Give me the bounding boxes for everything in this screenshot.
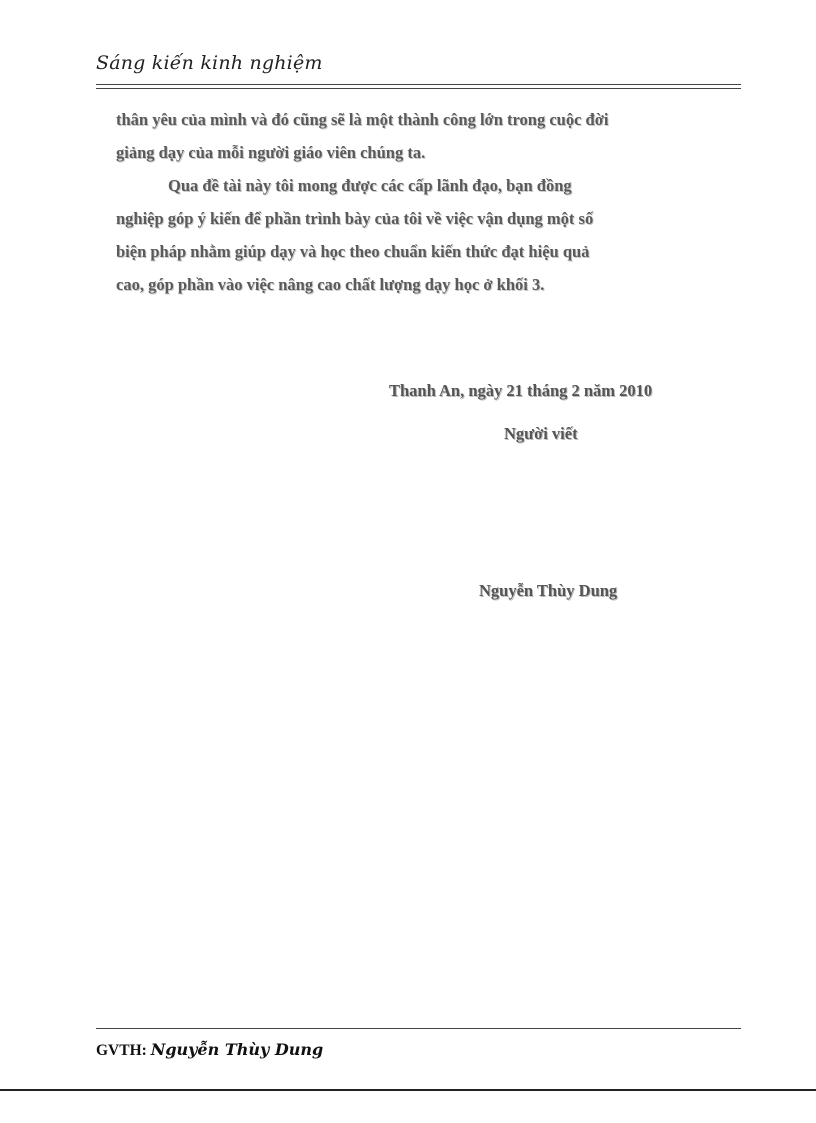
page-bottom-edge xyxy=(0,1089,816,1091)
document-body xyxy=(116,103,726,301)
footer-divider xyxy=(96,1028,741,1029)
paragraph-1-line-1: thân yêu của mình và đó cũng sẽ là một thành công lớn trong cuộc đời xyxy=(116,110,609,129)
paragraph-1 xyxy=(116,103,726,169)
paragraph-2-line-4: cao, góp phần vào việc nâng cao chất lượng dạy học ở khối 3. xyxy=(116,275,545,294)
paragraph-2-line-2: nghiệp góp ý kiến để phần trình bày của tôi về việc vận dụng một số xyxy=(116,209,594,228)
signature-name: Nguyễn Thùy Dung xyxy=(479,581,618,600)
footer-label: GVTH: xyxy=(96,1042,147,1059)
paragraph-1-line-2: giảng dạy của mỗi người giáo viên chúng ta. xyxy=(116,143,426,162)
header-divider-top xyxy=(96,84,741,85)
paragraph-2-line-3: biện pháp nhằm giúp dạy và học theo chuẩn kiến thức đạt hiệu quả xyxy=(116,242,590,261)
signature-role: Người viết xyxy=(504,424,578,443)
paragraph-2 xyxy=(116,169,726,301)
footer-author-name: Nguyễn Thùy Dung xyxy=(150,1040,324,1059)
paragraph-2-line-1: Qua đề tài này tôi mong được các cấp lãnh đạo, bạn đồng xyxy=(168,176,572,195)
page-footer xyxy=(96,1040,323,1060)
page-header-title: Sáng kiến kinh nghiệm xyxy=(96,52,323,74)
header-divider-bottom xyxy=(96,88,741,89)
signature-place-date: Thanh An, ngày 21 tháng 2 năm 2010 xyxy=(389,381,653,400)
